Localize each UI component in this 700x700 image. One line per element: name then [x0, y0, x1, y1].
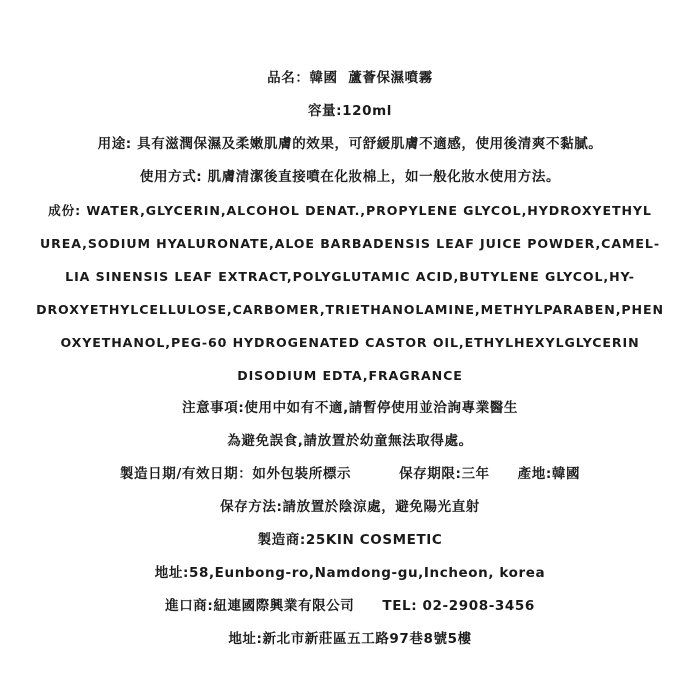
manufacturer-address-line: 地址:58,Eunbong-ro,Namdong-gu,Incheon, korea [154, 565, 546, 581]
ingredients-line-3: LIA SINENSIS LEAF EXTRACT,POLYGLUTAMIC ACID,BUTYLENE GLYCOL,HY- [65, 269, 635, 284]
storage-line: 保存方法:請放置於陰涼處，避免陽光直射 [220, 499, 480, 515]
importer-line [0, 590, 700, 623]
usage-line: 用途: 具有滋潤保濕及柔嫩肌膚的效果，可舒緩肌膚不適感，使用後清爽不黏膩。 [97, 136, 603, 152]
manufacture-date: 製造日期/有效日期：如外包裝所標示 [119, 466, 352, 482]
caution-line-2: 為避免誤食,請放置於幼童無法取得處。 [227, 433, 473, 449]
product-name-value: 韓國 蘆薈保濕噴霧 [309, 70, 433, 86]
ingredients-line-6: DISODIUM EDTA,FRAGRANCE [237, 368, 463, 383]
capacity-line: 容量:120ml [307, 103, 393, 119]
shelf-life: 保存期限:三年 [399, 466, 490, 482]
caution-line-1: 注意事項:使用中如有不適,請暫停使用並洽詢專業醫生 [181, 400, 519, 416]
ingredients-line-5: OXYETHANOL,PEG-60 HYDROGENATED CASTOR OIL,ETHYLHEXYLGLYCERIN [60, 335, 640, 350]
importer-tel: TEL: 02-2908-3456 [382, 598, 535, 614]
ingredients-line-2: UREA,SODIUM HYALURONATE,ALOE BARBADENSIS LEAF JUICE POWDER,CAMEL- [40, 236, 660, 251]
ingredients-line-1: 成份: WATER,GLYCERIN,ALCOHOL DENAT.,PROPYLENE GLYCOL,HYDROXYETHYL [48, 203, 652, 218]
importer-name: 進口商:紐連國際興業有限公司 [165, 598, 355, 614]
ingredients-line-4: DROXYETHYLCELLULOSE,CARBOMER,TRIETHANOLAMINE,METHYLPARABEN,PHEN [36, 302, 664, 317]
product-name-line [0, 62, 700, 95]
importer-address-line: 地址:新北市新莊區五工路97巷8號5樓 [228, 631, 472, 647]
manufacturer-line: 製造商:25KIN COSMETIC [257, 532, 443, 548]
origin: 產地:韓國 [517, 466, 581, 482]
product-name-label: 品名： [267, 70, 310, 86]
dates-line [0, 458, 700, 491]
method-line: 使用方式: 肌膚清潔後直接噴在化妝棉上，如一般化妝水使用方法。 [139, 169, 561, 185]
